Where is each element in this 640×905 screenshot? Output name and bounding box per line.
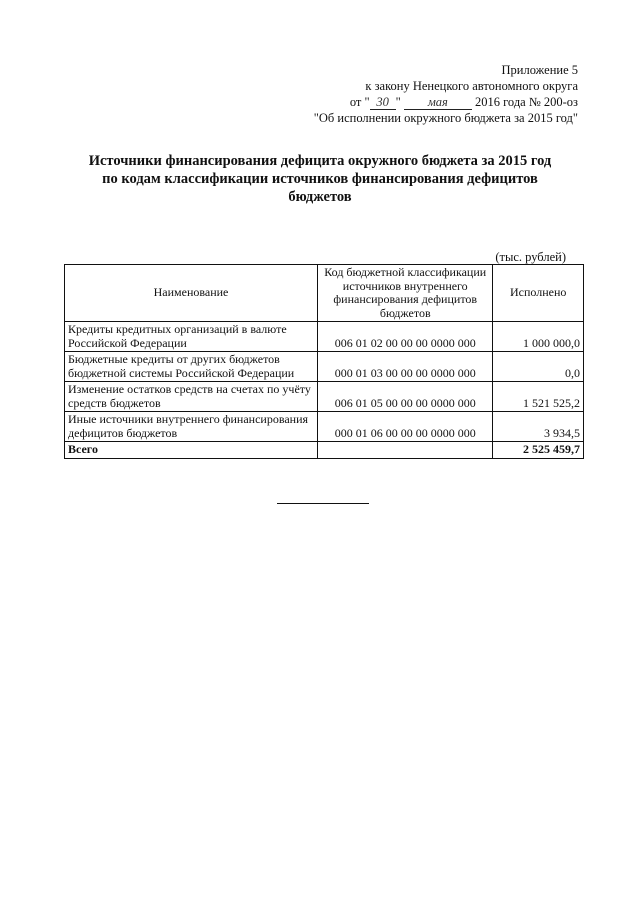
appendix-date-line: [314, 94, 578, 110]
row-executed: 1 000 000,0: [493, 322, 584, 352]
total-executed: 2 525 459,7: [493, 442, 584, 459]
row-name: Бюджетные кредиты от других бюджетов бюджетной системы Российской Федерации: [65, 352, 318, 382]
title-line-2: по кодам классификации источников финансирования дефицитов: [102, 171, 538, 187]
header-code: Код бюджетной классификации источников внутреннего финансирования дефицитов бюджетов: [318, 265, 493, 322]
row-code: 006 01 02 00 00 00 0000 000: [318, 322, 493, 352]
date-prefix: от ": [349, 95, 370, 109]
table-row: [65, 322, 584, 352]
table-row: [65, 352, 584, 382]
appendix-number: Приложение 5: [501, 63, 578, 77]
row-name: Кредиты кредитных организаций в валюте Российской Федерации: [65, 322, 318, 352]
handwritten-day: 30: [370, 96, 396, 110]
appendix-header: [314, 62, 578, 126]
date-suffix: 2016 года № 200-оз: [471, 95, 578, 109]
appendix-law-reference: к закону Ненецкого автономного округа: [365, 79, 578, 93]
table-header-row: [65, 265, 584, 322]
table-row: [65, 412, 584, 442]
row-code: 006 01 05 00 00 00 0000 000: [318, 382, 493, 412]
closing-divider: [277, 503, 369, 504]
row-name: Изменение остатков средств на счетах по учёту средств бюджетов: [65, 382, 318, 412]
row-code: 000 01 06 00 00 00 0000 000: [318, 412, 493, 442]
row-executed: 3 934,5: [493, 412, 584, 442]
row-code: 000 01 03 00 00 00 0000 000: [318, 352, 493, 382]
table-total-row: [65, 442, 584, 459]
title-line-3: бюджетов: [288, 189, 352, 205]
units-label: (тыс. рублей): [495, 250, 566, 264]
financing-sources-table: [64, 264, 584, 459]
row-name: Иные источники внутреннего финансирования дефицитов бюджетов: [65, 412, 318, 442]
title-line-1: Источники финансирования дефицита окружного бюджета за 2015 год: [88, 153, 552, 169]
header-name: Наименование: [65, 265, 318, 322]
row-executed: 1 521 525,2: [493, 382, 584, 412]
table-row: [65, 382, 584, 412]
total-code: [318, 442, 493, 459]
row-executed: 0,0: [493, 352, 584, 382]
document-title: [70, 152, 570, 206]
header-executed: Исполнено: [493, 265, 584, 322]
appendix-law-title: "Об исполнении окружного бюджета за 2015 год": [313, 111, 578, 125]
date-quote: ": [395, 95, 401, 109]
handwritten-month: мая: [404, 96, 472, 110]
total-label: Всего: [65, 442, 318, 459]
